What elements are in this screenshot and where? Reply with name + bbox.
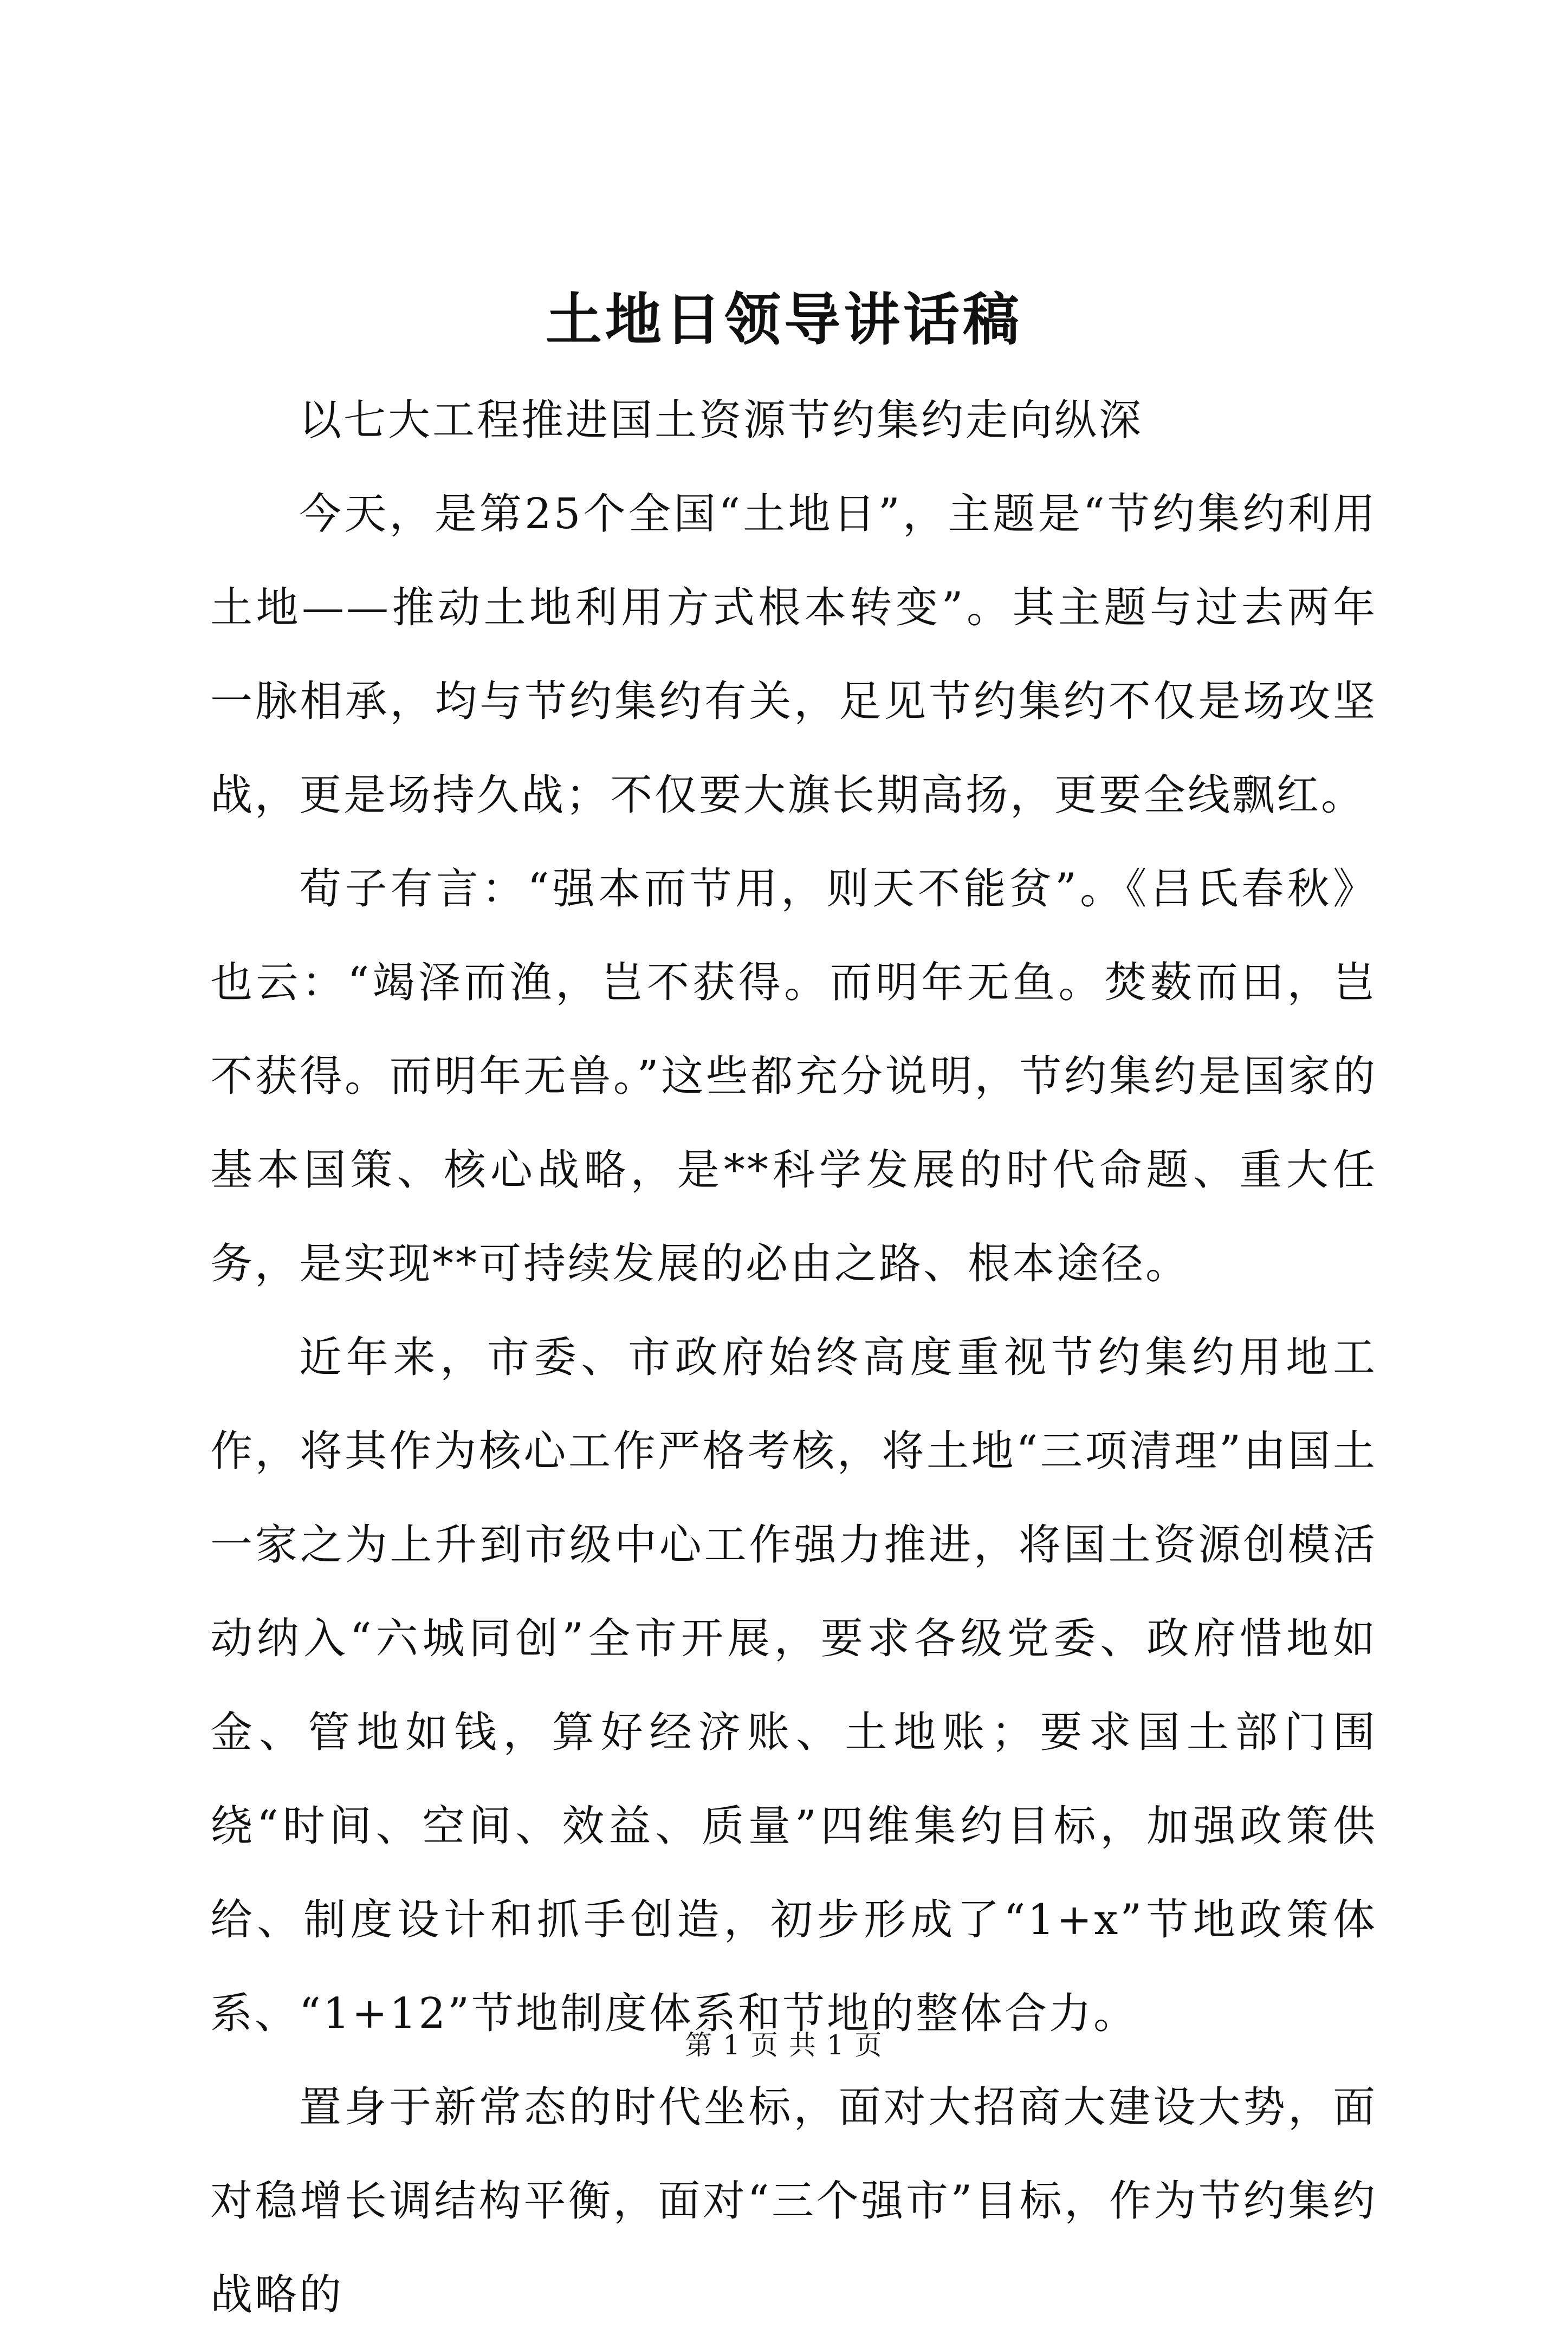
body-paragraph: 今天，是第25个全国“土地日”，主题是“节约集约利用土地——推动土地利用方式根本转变”。其主题与过去两年一脉相承，均与节约集约有关，足见节约集约不仅是场攻坚战，更是场持久战；不仅要大旗长期高扬，更要全线飘红。	[210, 490, 1377, 820]
body-paragraph: 置身于新常态的时代坐标，面对大招商大建设大势，面对稳增长调结构平衡，面对“三个强市”目标，作为节约集约战略的	[210, 2083, 1377, 2319]
subtitle-paragraph: 以七大工程推进国土资源节约集约走向纵深	[299, 396, 1144, 445]
body-paragraph: 荀子有言：“强本而节用，则天不能贫”。《吕氏春秋》也云：“竭泽而渔，岂不获得。而明年无鱼。焚薮而田，岂不获得。而明年无兽。”这些都充分说明，节约集约是国家的基本国策、核心战略，是**科学发展的时代命题、重大任务，是实现**可持续发展的必由之路、根本途径。	[210, 865, 1377, 1288]
body-paragraph: 近年来，市委、市政府始终高度重视节约集约用地工作，将其作为核心工作严格考核，将土地“三项清理”由国土一家之为上升到市级中心工作强力推进，将国土资源创模活动纳入“六城同创”全市开展，要求各级党委、政府惜地如金、管地如钱，算好经济账、土地账；要求国土部门围绕“时间、空间、效益、质量”四维集约目标，加强政策供给、制度设计和抓手创造，初步形成了“1+x”节地政策体系、“1+12”节地制度体系和节地的整体合力。	[210, 1333, 1377, 2038]
document-title: 土地日领导讲话稿	[545, 286, 1022, 353]
page-footer: 第 1 页 共 1 页	[685, 2029, 883, 2061]
